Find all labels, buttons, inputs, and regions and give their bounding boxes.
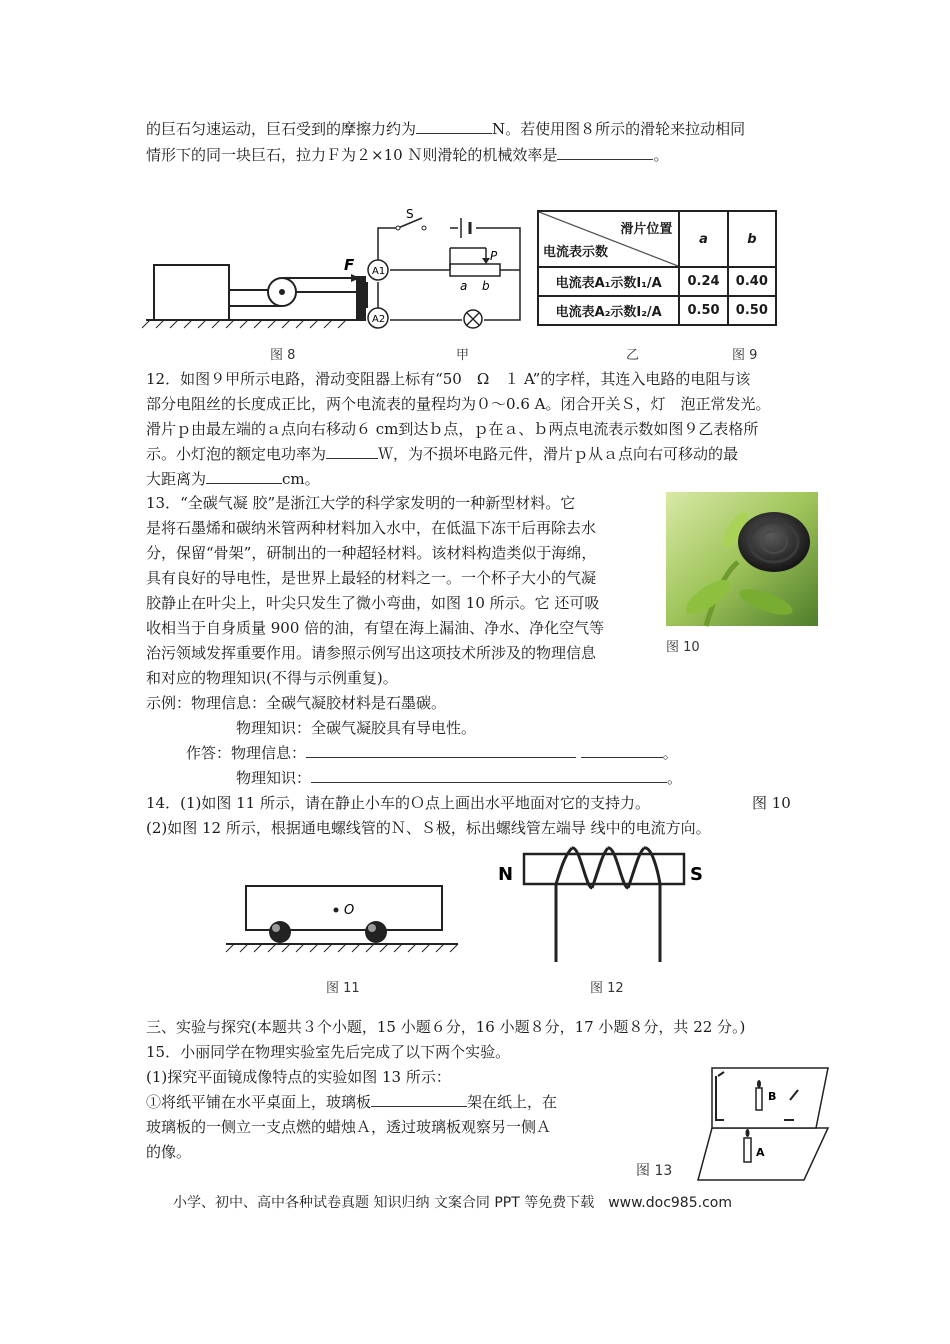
- text-segment: 示。小灯泡的额定电功率为: [146, 445, 327, 463]
- figure-9-circuit: [372, 207, 528, 325]
- q13-line-4: 具有良好的导电性，是世界上最轻的材料之一。一个杯子大小的气凝: [146, 569, 597, 587]
- ammeter-1-label: A1: [372, 266, 386, 277]
- fig-8-caption: 图 8: [270, 348, 296, 363]
- q12-line-5: [146, 468, 320, 490]
- q13-line-2: 是将石墨烯和碳纳米管两种材料加入水中，在低温下冻干后再除去水: [146, 519, 597, 537]
- example-info: 示例：物理信息：全碳气凝胶材料是石墨碳。: [146, 694, 447, 712]
- q15-line-3: [146, 1091, 557, 1113]
- q13-line-6: 收相当于自身质量 900 倍的油，有望在海上漏油、净水、净化空气等: [146, 619, 605, 637]
- candle-a-label: A: [756, 1146, 765, 1159]
- q13-line-7: 治污领域发挥重要作用。请参照示例写出这项技术所涉及的物理信息: [146, 644, 597, 662]
- q12-line-2: 部分电阻丝的长度成正比，两个电流表的量程均为０～0.6 A。闭合开关Ｓ，灯 泡正常发光。: [146, 395, 771, 413]
- answer-blank[interactable]: [371, 1091, 467, 1107]
- example-knowledge: 物理知识：全碳气凝胶具有导电性。: [236, 719, 477, 737]
- col-b-header: b: [728, 211, 776, 267]
- answer-blank[interactable]: [416, 118, 492, 134]
- fig-11-caption: 图 11: [326, 981, 360, 996]
- q13-line-8: 和对应的物理知识(不得与示例重复)。: [146, 669, 398, 687]
- text-segment: 情形下的同一块巨石，拉力Ｆ为２×10 Ｎ则滑轮的机械效率是: [146, 146, 558, 164]
- answer-blank[interactable]: [306, 742, 576, 758]
- table-row: [538, 296, 776, 325]
- answer-info-line: [186, 742, 678, 764]
- q14-line-2: (2)如图 12 所示，根据通电螺线管的Ｎ、Ｓ极，标出螺线管左端导 线中的电流方向。: [146, 819, 711, 837]
- slider-label: P: [490, 249, 498, 263]
- table-row: [538, 267, 776, 296]
- fig-9-caption: 图 9: [732, 348, 758, 363]
- figure-10-photo: [666, 492, 818, 626]
- s-pole-label: S: [690, 864, 703, 885]
- q13-line-5: 胶静止在叶尖上，叶尖只发生了微小弯曲，如图 10 所示。它 还可吸: [146, 594, 600, 612]
- row-1-a: 0.24: [679, 267, 727, 296]
- text-segment: 物理知识：: [236, 769, 312, 787]
- col-a-header: a: [679, 211, 727, 267]
- q12-line-1: 12．如图９甲所示电路，滑动变阻器上标有“50 Ω １ A”的字样，其连入电路的电阻与该: [146, 370, 751, 388]
- answer-blank[interactable]: [581, 742, 663, 758]
- section-3-heading: 三、实验与探究(本题共３个小题，15 小题６分，16 小题８分，17 小题８分，共 22 分。): [146, 1018, 746, 1036]
- answer-knowledge-line: [236, 767, 682, 789]
- q12-line-4: [146, 443, 738, 465]
- fig-9-yi-caption: 乙: [626, 348, 640, 363]
- answer-blank[interactable]: [326, 443, 378, 459]
- text-segment: ①将纸平铺在水平桌面上，玻璃板: [146, 1093, 372, 1111]
- switch-label: S: [406, 207, 414, 221]
- text-segment: 的巨石匀速运动，巨石受到的摩擦力约为: [146, 120, 417, 138]
- text-segment: 。: [653, 146, 669, 164]
- q15-line-5: 的像。: [146, 1143, 192, 1161]
- text-line-1: [146, 118, 745, 140]
- q13-line-3: 分，保留“骨架”，研制出的一种超轻材料。该材料构造类似于海绵，: [146, 544, 597, 562]
- figure-9-table: [537, 210, 777, 326]
- figure-11-cart: [226, 880, 462, 960]
- fig-10-caption: 图 10: [666, 640, 700, 655]
- table-header-diagonal: [538, 211, 679, 267]
- figure-13-mirror: [698, 1062, 828, 1182]
- q15-line-2: (1)探究平面镜成像特点的实验如图 13 所示：: [146, 1068, 451, 1086]
- row-1-label: 电流表A₁示数I₁/A: [538, 267, 679, 296]
- text-segment: 。: [667, 769, 683, 787]
- figure-12-solenoid: [494, 842, 714, 966]
- q14-fig10-label: 图 10: [752, 794, 791, 812]
- n-pole-label: N: [498, 864, 514, 885]
- q15-line-1: 15．小丽同学在物理实验室先后完成了以下两个实验。: [146, 1043, 511, 1061]
- text-segment: N。若使用图８所示的滑轮来拉动相同: [492, 120, 746, 138]
- q13-line-1: 13．“全碳气凝 胶”是浙江大学的科学家发明的一种新型材料。它: [146, 494, 576, 512]
- text-segment: 作答：物理信息：: [186, 744, 307, 762]
- q15-line-4: 玻璃板的一侧立一支点燃的蜡烛Ａ，透过玻璃板观察另一侧Ａ: [146, 1118, 552, 1136]
- text-segment: cm。: [282, 470, 320, 488]
- answer-blank[interactable]: [311, 767, 667, 783]
- point-o-label: O: [344, 903, 355, 918]
- answer-blank[interactable]: [206, 468, 282, 484]
- fig-13-caption: 图 13: [636, 1163, 673, 1179]
- candle-b-label: B: [768, 1090, 777, 1103]
- ammeter-2-label: A2: [372, 314, 386, 325]
- text-line-2: [146, 144, 668, 166]
- fig-9-jia-caption: 甲: [456, 348, 470, 363]
- row-2-b: 0.50: [728, 296, 776, 325]
- header-current-label: 电流表示数: [543, 245, 609, 260]
- text-segment: 架在纸上，在: [467, 1093, 558, 1111]
- fig-12-caption: 图 12: [590, 981, 624, 996]
- text-segment: 大距离为: [146, 470, 207, 488]
- text-segment: Ｗ，为不损坏电路元件，滑片ｐ从ａ点向右可移动的最: [378, 445, 739, 463]
- row-2-a: 0.50: [679, 296, 727, 325]
- force-label: F: [344, 256, 355, 274]
- footer-text: 小学、初中、高中各种试卷真题 知识归纳 文案合同 PPT 等免费下载 www.doc985.com: [173, 1195, 732, 1211]
- q12-line-3: 滑片ｐ由最左端的ａ点向右移动６ cm到达ｂ点，ｐ在ａ、ｂ两点电流表示数如图９乙表格所: [146, 420, 759, 438]
- row-2-label: 电流表A₂示数I₂/A: [538, 296, 679, 325]
- answer-blank[interactable]: [557, 144, 653, 160]
- point-a-label: a: [460, 279, 468, 293]
- point-b-label: b: [482, 279, 490, 293]
- row-1-b: 0.40: [728, 267, 776, 296]
- text-segment: 。: [662, 744, 678, 762]
- header-position-label: 滑片位置: [620, 222, 673, 237]
- q14-line-1: 14．(1)如图 11 所示，请在静止小车的Ｏ点上画出水平地面对它的支持力。: [146, 794, 650, 812]
- figure-8-pulley: [146, 250, 386, 330]
